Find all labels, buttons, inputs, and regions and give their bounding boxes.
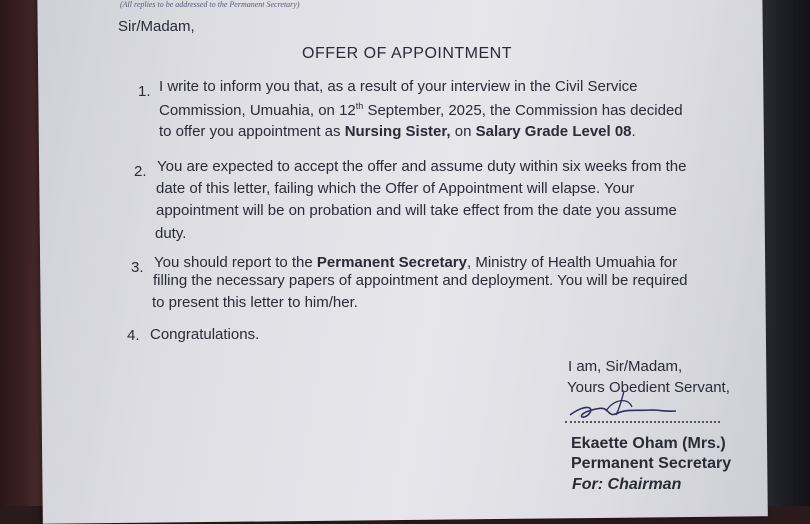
paragraph-line: to present this letter to him/her. bbox=[152, 294, 358, 311]
signer-name: Ekaette Oham (Mrs.) bbox=[571, 435, 726, 452]
paragraph-line: filling the necessary papers of appointment and deployment. You will be required bbox=[153, 272, 688, 289]
paragraph-line: appointment will be on probation and will take effect from the date you assume bbox=[156, 202, 677, 219]
signer-title: Permanent Secretary bbox=[571, 455, 732, 472]
top-note: (All replies to be addressed to the Permanent Secretary) bbox=[120, 0, 300, 9]
signer-for: For: Chairman bbox=[572, 476, 682, 493]
signature-line bbox=[565, 421, 720, 423]
letter-title: OFFER OF APPOINTMENT bbox=[302, 45, 513, 62]
paragraph-line: Congratulations. bbox=[150, 326, 260, 343]
paragraph-number: 3. bbox=[131, 259, 144, 276]
paragraph-line: You are expected to accept the offer and assume duty within six weeks from the bbox=[157, 158, 687, 175]
paragraph-line: duty. bbox=[155, 225, 187, 242]
paragraph-number: 1. bbox=[138, 83, 151, 100]
paragraph-number: 2. bbox=[134, 163, 147, 180]
closing-line: Yours Obedient Servant, bbox=[567, 379, 730, 396]
paragraph-number: 4. bbox=[127, 327, 140, 344]
paragraph-line: date of this letter, failing which the Offer of Appointment will elapse. Your bbox=[156, 180, 635, 197]
signature-icon bbox=[566, 385, 686, 425]
paragraph-line: Commission, Umuahia, on 12th September, 2025, the Commission has decided bbox=[159, 101, 683, 119]
paragraph-line: to offer you appointment as Nursing Sister, on Salary Grade Level 08. bbox=[159, 123, 636, 140]
paragraph-line: I write to inform you that, as a result of your interview in the Civil Service bbox=[159, 78, 638, 95]
salutation: Sir/Madam, bbox=[118, 18, 195, 35]
closing-line: I am, Sir/Madam, bbox=[568, 358, 683, 375]
paragraph-line: You should report to the Permanent Secretary, Ministry of Health Umuahia for bbox=[154, 254, 678, 271]
